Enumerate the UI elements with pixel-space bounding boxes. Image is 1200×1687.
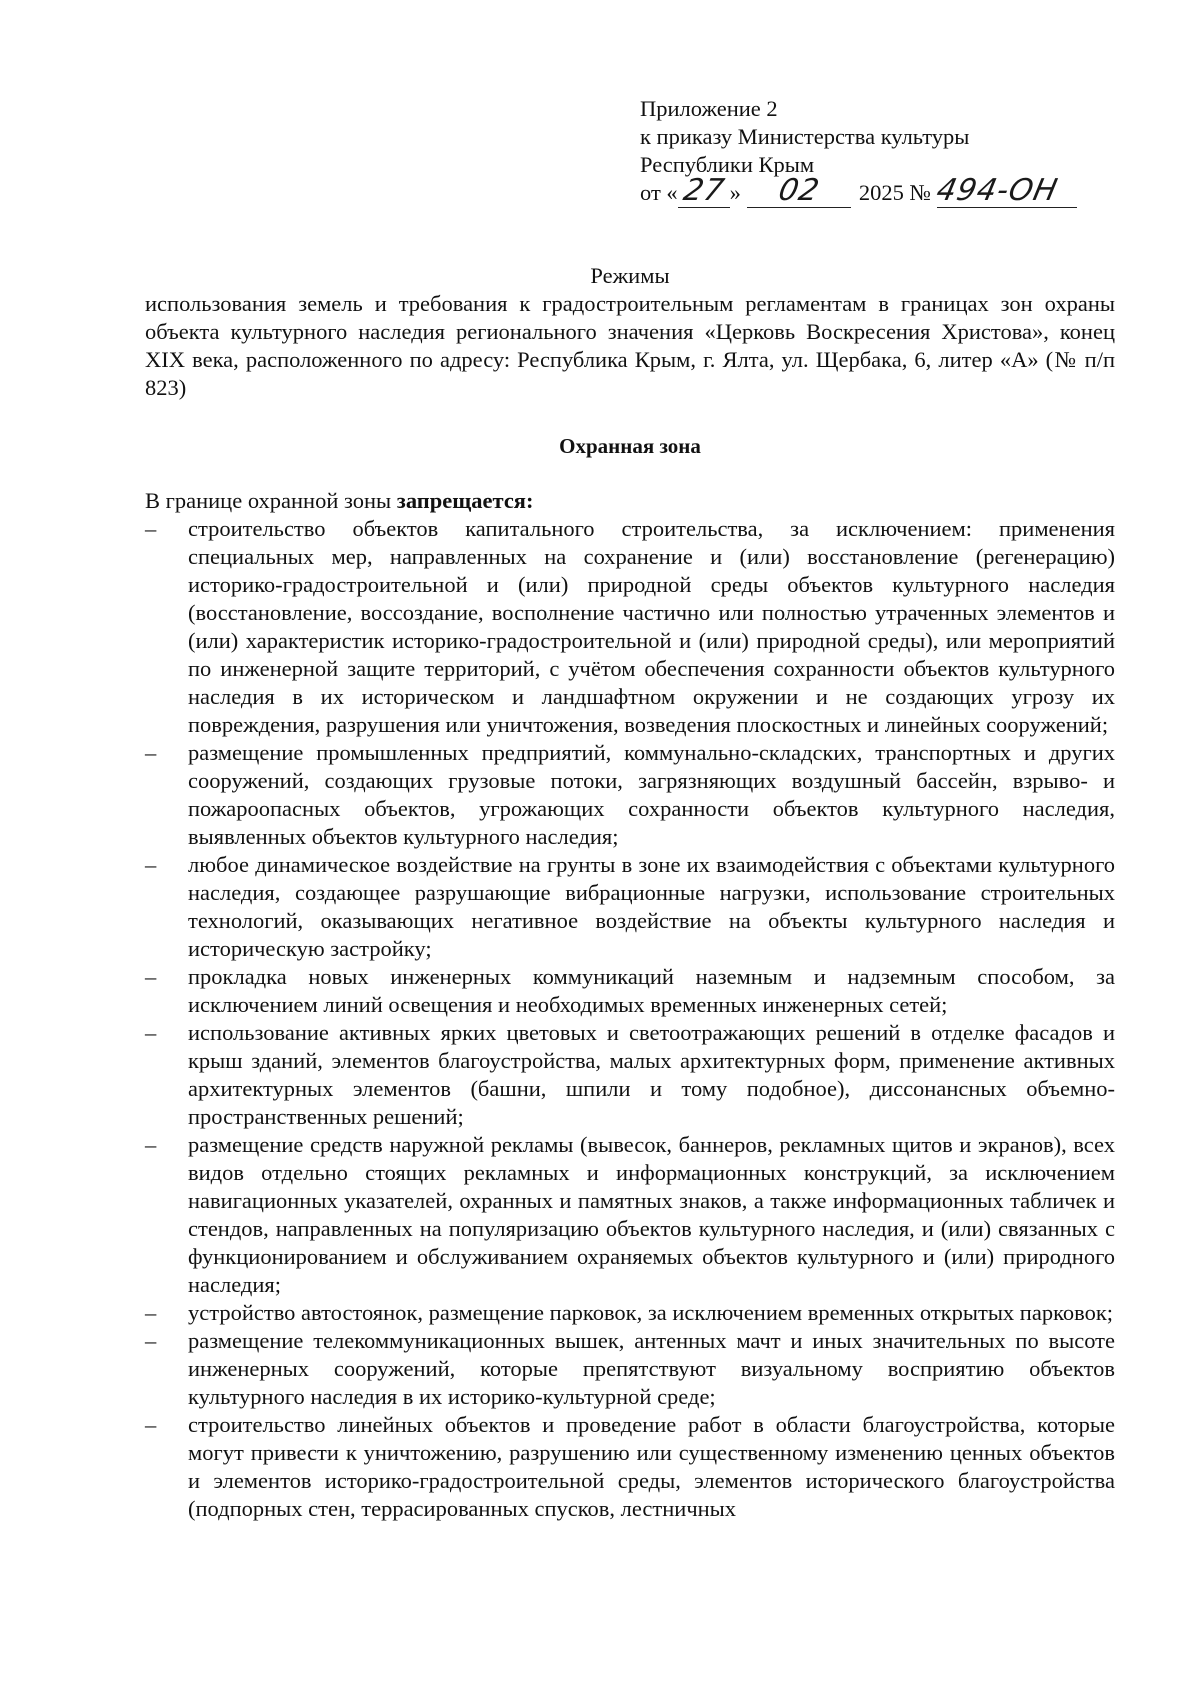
- intro-bold: запрещается:: [396, 488, 534, 513]
- list-item: [145, 1131, 1115, 1299]
- list-bullet: –: [145, 964, 157, 989]
- appendix-label: Приложение 2: [640, 96, 778, 121]
- date-quote-close: »: [729, 180, 741, 205]
- list-bullet: –: [145, 1020, 157, 1045]
- intro-text: В границе охранной зоны: [145, 488, 397, 513]
- document-title: Режимы: [590, 263, 670, 288]
- list-item: [145, 1327, 1115, 1411]
- list-bullet: –: [145, 1300, 157, 1325]
- handwritten-order-number: 494-ОН: [933, 173, 1062, 208]
- order-date-line: [640, 173, 1077, 208]
- republic-name: Республики Крым: [640, 152, 815, 177]
- list-item: [145, 963, 1115, 1019]
- list-item-text: строительство линейных объектов и проведение работ в области благоустройства, которые могут привести к уничтожению, разрушению или существенному изменению ценных объектов и элементов историко-градостроительной среды, элементов исторического благоустройства (подпорных стен, террасированных спусков, лестничных: [188, 1412, 1115, 1521]
- date-year: 2025 №: [858, 180, 932, 205]
- date-prefix: от «: [640, 180, 678, 205]
- list-item-text: размещение средств наружной рекламы (вывесок, баннеров, рекламных щитов и экранов), всех видов отдельно стоящих рекламных и информационных конструкций, за исключением навигационных указателей, охранных и памятных знаков, а также информационных табличек и стендов, направленных на популяризацию объектов культурного наследия, и (или) связанных с функционированием и обслуживанием охраняемых объектов культурного и (или) природного наследия;: [188, 1132, 1115, 1297]
- document-subtitle: использования земель и требования к градостроительным регламентам в границах зон охраны объекта культурного наследия регионального значения «Церковь Воскресения Христова», конец XIX века, расположенного по адресу: Республика Крым, г. Ялта, ул. Щербака, 6, литер «А» (№ п/п 823): [145, 291, 1115, 400]
- section-content: [145, 487, 1115, 1523]
- restrictions-list: [145, 515, 1115, 1523]
- list-item: [145, 1299, 1115, 1327]
- list-bullet: –: [145, 1412, 157, 1437]
- list-item-text: любое динамическое воздействие на грунты в зоне их взаимодействия с объектами культурного наследия, создающее разрушающие вибрационные нагрузки, использование строительных технологий, оказывающих негативное воздействие на объекты культурного наследия и историческую застройку;: [188, 852, 1115, 961]
- list-item: [145, 739, 1115, 851]
- section-heading: Охранная зона: [559, 434, 701, 458]
- list-item: [145, 515, 1115, 739]
- document-title-block: [145, 262, 1115, 402]
- list-item: [145, 1019, 1115, 1131]
- list-bullet: –: [145, 1132, 157, 1157]
- list-item-text: строительство объектов капитального строительства, за исключением: применения специальных мер, направленных на сохранение и (или) восстановление (регенерацию) историко-градостроительной и (или) природной среды объектов культурного наследия (восстановление, воссоздание, восполнение частично или полностью утраченных элементов и (или) характеристик историко-градостроительной и (или) природной среды), или мероприятий по инженерной защите территорий, с учётом обеспечения сохранности объектов культурного наследия в их историческом и ландшафтном окружении и не создающих угрозу их повреждения, разрушения или уничтожения, возведения плоскостных и линейных сооружений;: [188, 516, 1115, 737]
- appendix-header: [640, 95, 1077, 208]
- list-item-text: использование активных ярких цветовых и светоотражающих решений в отделке фасадов и крыш зданий, элементов благоустройства, малых архитектурных форм, применение активных архитектурных элементов (башни, шпили и тому подобное), диссонансных объемно-пространственных решений;: [188, 1020, 1115, 1129]
- handwritten-month: 02: [775, 173, 823, 208]
- list-item: [145, 851, 1115, 963]
- list-item-text: устройство автостоянок, размещение парковок, за исключением временных открытых парковок;: [188, 1300, 1114, 1325]
- order-reference: к приказу Министерства культуры: [640, 124, 970, 149]
- list-bullet: –: [145, 516, 157, 541]
- list-item: [145, 1411, 1115, 1523]
- list-item-text: прокладка новых инженерных коммуникаций наземным и надземным способом, за исключением линий освещения и необходимых временных инженерных сетей;: [188, 964, 1115, 1017]
- list-bullet: –: [145, 740, 157, 765]
- handwritten-day: 27: [679, 173, 728, 208]
- list-item-text: размещение промышленных предприятий, коммунально-складских, транспортных и других сооружений, создающих грузовые потоки, загрязняющих воздушный бассейн, взрыво- и пожароопасных объектов, угрожающих сохранности объектов культурного наследия, выявленных объектов культурного наследия;: [188, 740, 1115, 849]
- section-intro: [145, 487, 1115, 515]
- list-bullet: –: [145, 852, 157, 877]
- list-bullet: –: [145, 1328, 157, 1353]
- list-item-text: размещение телекоммуникационных вышек, антенных мачт и иных значительных по высоте инженерных сооружений, которые препятствуют визуальному восприятию объектов культурного наследия в их историко-культурной среде;: [188, 1328, 1115, 1409]
